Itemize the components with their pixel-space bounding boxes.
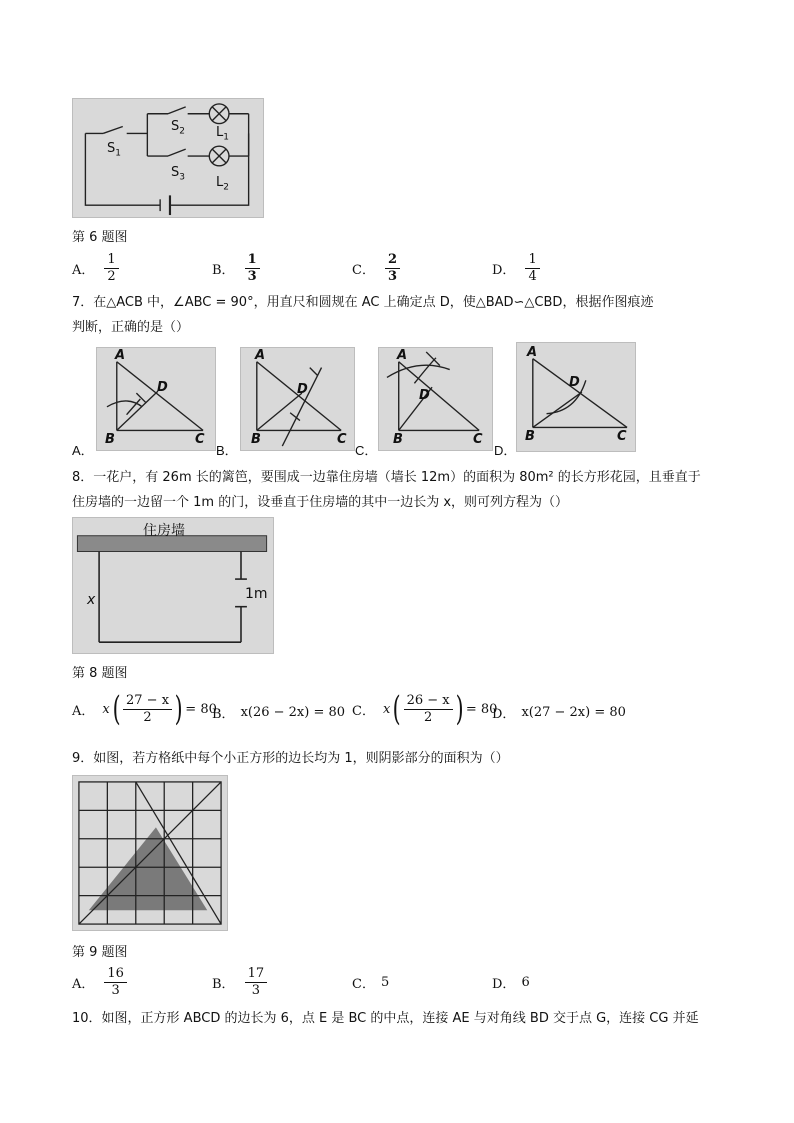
wall-label: 住房墙 xyxy=(143,523,185,539)
fig6-caption: 第 6 题图 xyxy=(72,230,128,245)
point-b: B xyxy=(393,432,403,447)
q7-figure-a xyxy=(96,347,216,451)
l2-label: $L_2$ xyxy=(216,175,229,193)
q9-stem: 9．如图，若方格纸中每个小正方形的边长均为 1，则阴影部分的面积为（） xyxy=(72,751,509,766)
s1-label: $S_1$ xyxy=(107,141,121,159)
q7-figure-d xyxy=(516,342,636,452)
point-a: A xyxy=(527,345,538,360)
point-d: D xyxy=(157,380,168,395)
point-d: D xyxy=(569,375,580,390)
q8-option-d: D． x(27 − 2x) = 80 xyxy=(492,705,626,722)
circuit-figure xyxy=(72,98,264,218)
q8-option-b: B． x(26 − 2x) = 80 xyxy=(212,705,346,722)
fig9-caption: 第 9 题图 xyxy=(72,945,128,960)
point-b: B xyxy=(105,432,115,447)
q10-stem: 10．如图，正方形 ABCD 的边长为 6，点 E 是 BC 的中点，连接 AE 与对角线 BD 交于点 G，连接 CG 并延 xyxy=(72,1011,699,1026)
q8-figure xyxy=(72,517,274,654)
q7-stem: 7．在△ACB 中，∠ABC = 90°，用直尺和圆规在 AC 上确定点 D，使△BAD∽△CBD，根据作图痕迹 判断，正确的是（） xyxy=(72,295,654,335)
x-label: x xyxy=(87,592,96,608)
point-d: D xyxy=(419,388,430,403)
q8-stem: 8．一花户，有 26m 长的篱笆，要围成一边靠住房墙（墙长 12m）的面积为 80m² 的长方形花园，且垂直于 住房墙的一边留一个 1m 的门，设垂直于住房墙的其中一边长为 x，则可列方程为（） xyxy=(72,470,701,510)
q9-option-d: D． 6 xyxy=(492,975,530,992)
q7-figure-b xyxy=(240,347,355,451)
point-c: C xyxy=(473,432,483,447)
q6-option-c: C． $\frac{2}{3}$ xyxy=(352,252,400,285)
fig8-caption: 第 8 题图 xyxy=(72,666,128,681)
point-c: C xyxy=(617,429,627,444)
s3-label: $S_3$ xyxy=(171,165,185,183)
point-c: C xyxy=(195,432,205,447)
q7-label-c: C． xyxy=(355,443,378,458)
l1-label: $L_1$ xyxy=(216,125,229,143)
q6-option-a: A． $\frac{1}{2}$ xyxy=(72,252,119,285)
point-a: A xyxy=(115,348,126,363)
point-c: C xyxy=(337,432,347,447)
point-b: B xyxy=(525,429,535,444)
point-d: D xyxy=(297,382,308,397)
q7-figure-c xyxy=(378,347,493,451)
q9-option-a: A． $\frac{16}{3}$ xyxy=(72,966,127,999)
point-a: A xyxy=(397,348,408,363)
q9-option-c: C． 5 xyxy=(352,975,390,992)
s2-label: $S_2$ xyxy=(171,119,185,137)
q6-option-d: D． $\frac{1}{4}$ xyxy=(492,252,540,285)
q8-option-a: A． x ( $\frac{27 - x}{2}$ ) = 80 xyxy=(72,689,217,729)
q6-option-b: B． $\frac{1}{3}$ xyxy=(212,252,260,285)
point-b: B xyxy=(251,432,261,447)
q7-label-d: D． xyxy=(494,443,517,458)
q9-option-b: B． $\frac{17}{3}$ xyxy=(212,966,267,999)
q7-label-a: A． xyxy=(72,443,94,458)
q9-grid-figure xyxy=(72,775,228,931)
q8-option-c: C． x ( $\frac{26 - x}{2}$ ) = 80 xyxy=(352,689,498,729)
point-a: A xyxy=(255,348,266,363)
door-label: 1m xyxy=(245,586,268,602)
q7-label-b: B． xyxy=(216,443,238,458)
